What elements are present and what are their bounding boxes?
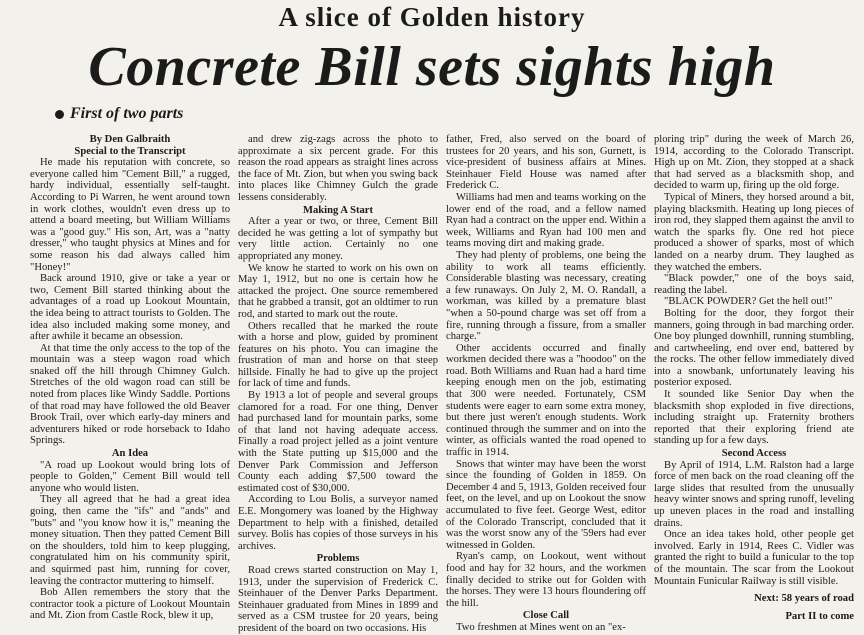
column-2 bbox=[238, 134, 438, 634]
series-text: First of two parts bbox=[70, 105, 184, 122]
article-columns bbox=[30, 134, 856, 634]
subhead: Second Access bbox=[721, 448, 787, 460]
paragraph: By April of 1914, L.M. Ralston had a large force of men back on the road cleaning off the large slides that resulted from the unusually heavy winter snows and spring runoff, leveling up uneven places in the road and installing drains. bbox=[654, 459, 854, 529]
paragraph: "Black powder," one of the boys said, reading the label. bbox=[654, 273, 854, 296]
paragraph: Williams had men and teams working on the lower end of the road, and a fellow named Ryan had a contract on the upper end. Within a week, Williams and Ryan had 100 men and teams moving dirt and making grade. bbox=[446, 191, 646, 250]
paragraph: Bolting for the door, they forgot their manners, going through in bad marching order. One boy plunged downhill, running stumbling, and cartwheeling, end over end, battered by the rocks. The other fellow immediately dived into a snowbank, unfortunately leaving his posterior exposed. bbox=[654, 307, 854, 389]
paragraph: At that time the only access to the top of the mountain was a steep wagon road which snaked off the hill through Chimney Gulch. Stretches of the old wagon road can still be noted from places like Windy Saddle. Portions of that road may have followed the old Beaver Brook Trail, over which early-day miners and adventurers hiked or rode horseback to Idaho Springs. bbox=[30, 342, 230, 447]
paragraph: "A road up Lookout would bring lots of people to Golden," Cement Bill would tell anyone who would listen. bbox=[30, 459, 230, 494]
paragraph: By 1913 a lot of people and several groups clamored for a road. For one thing, Denver had purchased land for mountain parks, some of that land not having adequate access. Finally a road project jelled as a joint venture with the State putting up $15,000 and the Denver Park Commission and Jefferson County each adding $7,500 toward the estimated cost of $30,000. bbox=[238, 390, 438, 494]
column-3 bbox=[446, 134, 646, 633]
subhead: Close Call bbox=[522, 610, 570, 622]
byline-author: By Den Galbraith bbox=[89, 134, 171, 145]
paragraph: ploring trip" during the week of March 26, 1914, according to the Colorado Transcript. High up on Mt. Zion, they stopped at a shack that had served as a blacksmith shop, and decided to warm up, firing up the old forge. bbox=[654, 134, 854, 192]
column-1 bbox=[30, 134, 230, 628]
headline: Concrete Bill sets sights high bbox=[88, 36, 776, 98]
paragraph: We know he started to work on his own on May 1, 1912, but no one is certain how he attacked the project. One source remembered that he grabbed a transit, got an oldtimer to run rod, and started to mark out the route. bbox=[238, 262, 438, 320]
paragraph: Others recalled that he marked the route with a horse and plow, guided by prominent features on his photo. You can imagine the frustration of man and horse on that steep hillside. Finally he had to give up the project for lack of time and funds. bbox=[238, 320, 438, 390]
paragraph: father, Fred, also served on the board of trustees for 20 years, and his son, Gurnett, is vice-president of business affairs at Mines. Steinhauer Field House was named after Frederick C. bbox=[446, 134, 646, 192]
series-label bbox=[55, 104, 183, 124]
paragraph: After a year or two, or three, Cement Bill decided he was getting a lot of sympathy but very little action. Certainly no one appropriated any money. bbox=[238, 216, 438, 262]
paragraph: Bob Allen remembers the story that the contractor took a picture of Lookout Mountain and Mt. Zion from Castle Rock, blew it up, bbox=[30, 587, 230, 622]
paragraph: Typical of Miners, they horsed around a bit, playing blacksmith. Heating up long pieces of iron rod, they slapped them against the anvil to watch the sparks fly. One red hot piece produced a shower of sparks, most of which landed on a nearby drum. They laughed as they watched the embers. bbox=[654, 191, 854, 273]
paragraph: "BLACK POWDER? Get the hell out!" bbox=[664, 296, 833, 308]
bullet-icon bbox=[55, 110, 64, 119]
subhead: Making A Start bbox=[302, 204, 374, 216]
paragraph: Snows that winter may have been the worst since the founding of Golden in 1859. On December 4 and 5, 1913, Golden received four feet, on the level, and up on Lookout the snow accumulated to five feet. George West, editor of the Colorado Transcript, concluded that it was the worst snow any of the '59ers had ever witnessed in Golden. bbox=[446, 458, 646, 551]
paragraph: They had plenty of problems, one being the ability to work all teams efficiently. Considerable blasting was necessary, creating a few runaways. On July 2, M. O. Randall, a workman, was killed by a premature blast "when a 50-pound charge was set off from a fire, running through a fissure, from a smaller charge." bbox=[446, 249, 646, 343]
paragraph: According to Lou Bolis, a surveyor named E.E. Mongomery was loaned by the Highway Department to help with a finished, detailed survey. Bolis has copies of those surveys in his archives. bbox=[238, 494, 438, 552]
kicker: A slice of Golden history bbox=[278, 2, 586, 32]
paragraph: It sounded like Senior Day when the blacksmith shop exploded in five directions, including straight up. Fraternity brothers reported that their exploring friend ate standing up for a few days. bbox=[654, 389, 854, 447]
continuation-note: Next: 58 years of road bbox=[754, 593, 854, 605]
paragraph: Once an idea takes hold, other people get involved. Early in 1914, Rees C. Vidler was granted the right to build a funicular to the top of the mountain. The scar from the Lookout Mountain Funicular Railway is still visible. bbox=[654, 529, 854, 587]
subhead: An Idea bbox=[111, 448, 149, 460]
subhead: Problems bbox=[316, 553, 360, 565]
continuation-note: Part II to come bbox=[785, 610, 854, 622]
paragraph: Ryan's camp, on Lookout, went without food and hay for 32 hours, and the workmen finally decided to strike out for Golden with the horses. They were 13 hours floundering off the hill. bbox=[446, 551, 646, 609]
paragraph: Road crews started construction on May 1, 1913, under the supervision of Frederick C. Steinhauer of the Denver Parks Department. Steinhauer graduated from Mines in 1899 and served as a CSM trustee for 20 years, being president of the board on two occasions. His bbox=[238, 564, 438, 634]
byline-role: Special to the Transcript bbox=[74, 145, 186, 157]
paragraph: and drew zig-zags across the photo to approximate a six percent grade. For this reason the road appears as straight lines across the face of Mt. Zion, but when you swing back into places like Chimney Gulch the grade lessens considerably. bbox=[238, 134, 438, 203]
paragraph: Back around 1910, give or take a year or two, Cement Bill started thinking about the advantages of a road up Lookout Mountain, the idea being to attract tourists to Golden. The idea also included making some money, and after awhile it became an obsession. bbox=[30, 273, 230, 343]
paragraph: Two freshmen at Mines went on an "ex- bbox=[456, 621, 626, 633]
paragraph: Other accidents occurred and finally workmen decided there was a "hoodoo" on the road. Both Williams and Ruan had a hard time keeping enough men on the job, estimating that 300 were needed. Fortunately, CSM students were eager to earn some extra money, but there just weren't enough students. Work continued through the summer and on into the winter, as officials wanted the road opened to traffic in 1914. bbox=[446, 342, 646, 459]
paragraph: They all agreed that he had a great idea going, then came the "ifs" and "ands" and "buts" and "you know how it is," meaning the money situation. Then they patted Cement Bill on the shoulders, told him to keep plugging, congratulated him on his community spirit, and squirmed past him, running for cover, leaving the contractor muttering to himself. bbox=[30, 494, 230, 587]
column-4 bbox=[654, 134, 854, 628]
paragraph: He made his reputation with concrete, so everyone called him "Cement Bill," a rugged, hardy individual, essentially self-taught. According to Pi Warren, he went around town in work clothes, wouldn't even dress up to attend a board meeting, but William Williams was a "good guy." His son, Art, was a "natty dresser," who taught physics at Mines and for some reason his dad always called him "Honey!" bbox=[30, 157, 230, 273]
